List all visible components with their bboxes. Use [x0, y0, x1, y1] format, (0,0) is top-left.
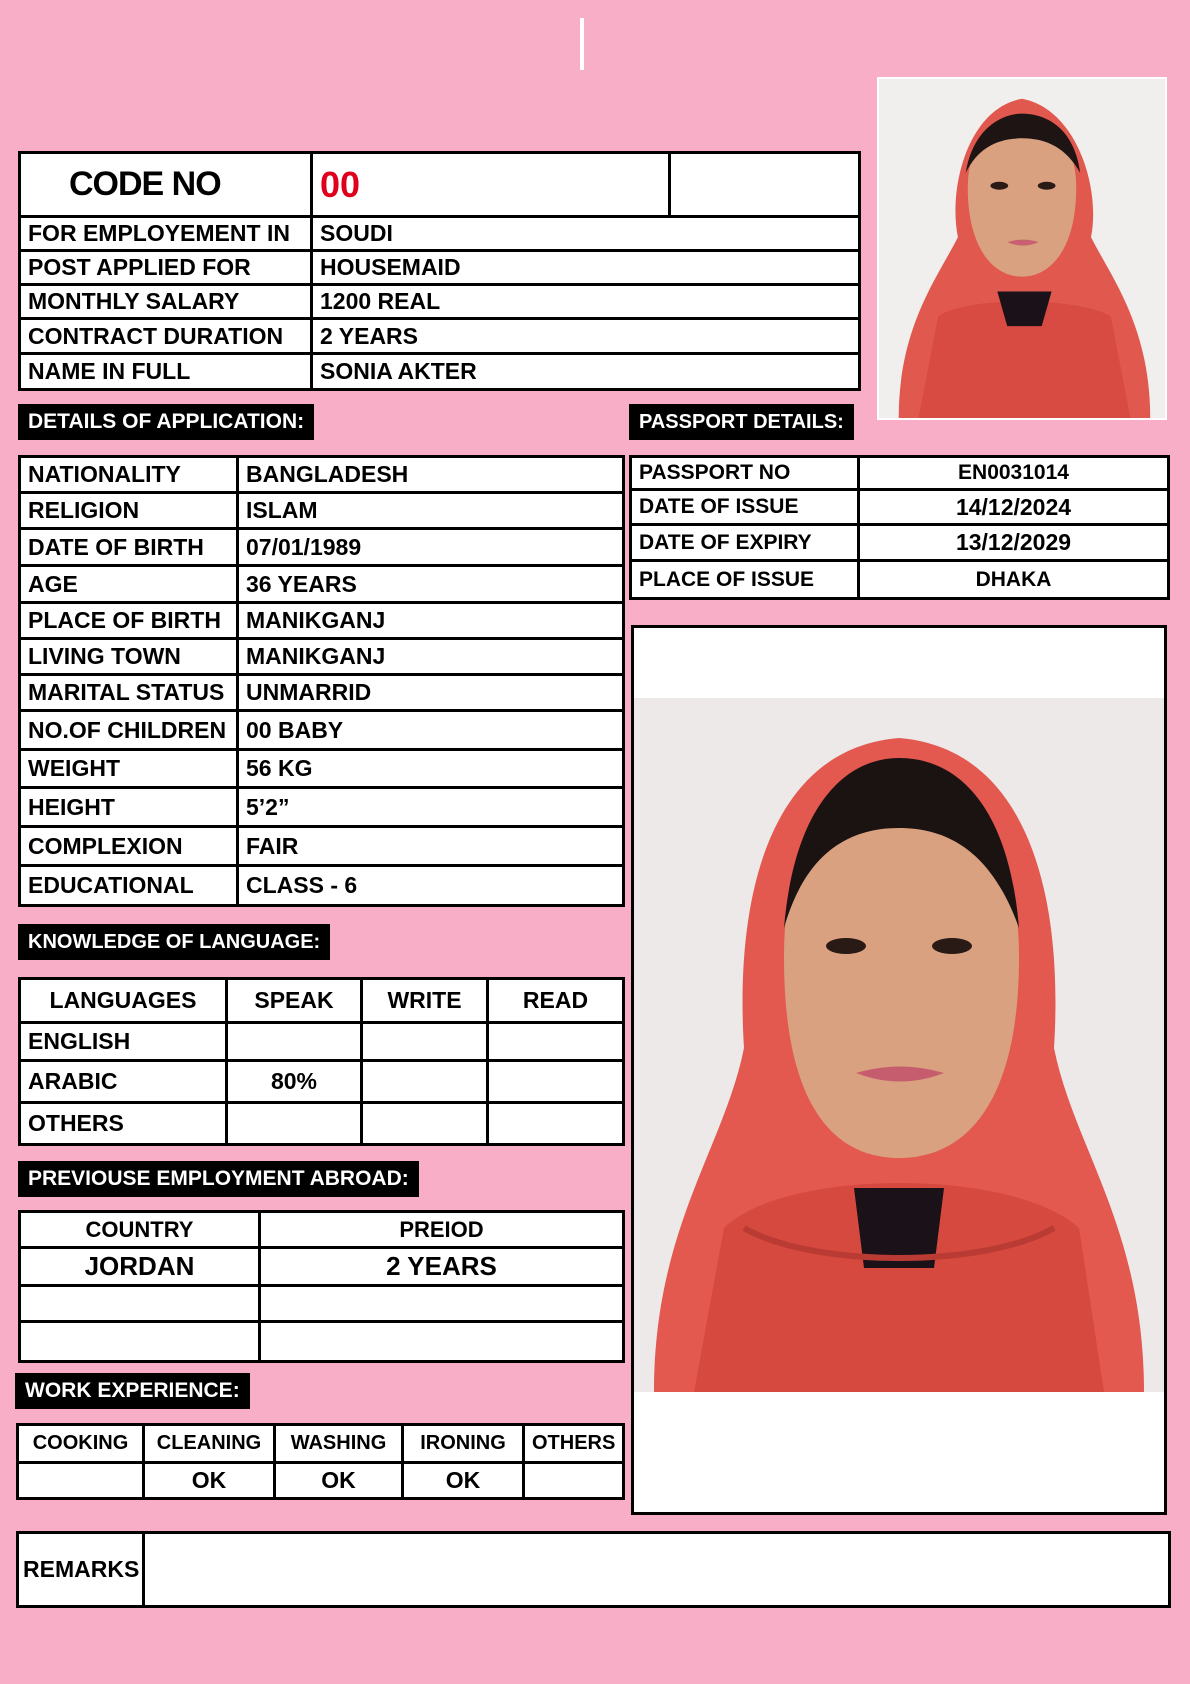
app-label: MARITAL STATUS — [20, 675, 238, 711]
language-write — [362, 1023, 488, 1061]
header-value: 1200 REAL — [312, 285, 860, 319]
employment-header: COUNTRY — [20, 1212, 260, 1248]
app-value: FAIR — [238, 827, 624, 866]
language-write — [362, 1103, 488, 1145]
app-value: MANIKGANJ — [238, 639, 624, 675]
header-value: HOUSEMAID — [312, 251, 860, 285]
app-label: WEIGHT — [20, 750, 238, 788]
passport-label: PLACE OF ISSUE — [631, 561, 859, 599]
work-header: WASHING — [275, 1425, 403, 1463]
language-header: LANGUAGES — [20, 979, 227, 1023]
header-label: FOR EMPLOYEMENT IN — [20, 217, 312, 251]
language-section-title: KNOWLEDGE OF LANGUAGE: — [18, 924, 330, 960]
passport-value: 14/12/2024 — [859, 490, 1169, 525]
portrait-image — [634, 628, 1164, 1512]
app-label: COMPLEXION — [20, 827, 238, 866]
work-header: IRONING — [403, 1425, 524, 1463]
applicant-photo-large — [631, 625, 1167, 1515]
app-value: BANGLADESH — [238, 457, 624, 493]
app-value: 36 YEARS — [238, 566, 624, 603]
work-header: COOKING — [18, 1425, 144, 1463]
header-value: SONIA AKTER — [312, 354, 860, 390]
remarks-label: REMARKS — [18, 1533, 144, 1607]
work-table — [16, 1423, 625, 1500]
app-label: PLACE OF BIRTH — [20, 603, 238, 639]
work-header: CLEANING — [144, 1425, 275, 1463]
work-value: OK — [144, 1463, 275, 1499]
language-name: ENGLISH — [20, 1023, 227, 1061]
language-read — [488, 1103, 624, 1145]
app-value: ISLAM — [238, 493, 624, 529]
code-label: CODE NO — [20, 153, 312, 217]
language-speak — [227, 1103, 362, 1145]
app-label: LIVING TOWN — [20, 639, 238, 675]
passport-value: DHAKA — [859, 561, 1169, 599]
employment-table — [18, 1210, 625, 1363]
app-value: 56 KG — [238, 750, 624, 788]
app-label: DATE OF BIRTH — [20, 529, 238, 566]
language-header: SPEAK — [227, 979, 362, 1023]
employment-country — [20, 1286, 260, 1322]
app-value: 07/01/1989 — [238, 529, 624, 566]
app-label: RELIGION — [20, 493, 238, 529]
app-label: HEIGHT — [20, 788, 238, 827]
header-label: NAME IN FULL — [20, 354, 312, 390]
language-header: WRITE — [362, 979, 488, 1023]
app-value: 00 BABY — [238, 711, 624, 750]
work-section-title: WORK EXPERIENCE: — [15, 1373, 250, 1409]
code-value: 00 — [312, 153, 670, 217]
work-value — [18, 1463, 144, 1499]
applicant-photo-small — [877, 77, 1167, 420]
passport-table — [629, 455, 1170, 600]
employment-period: 2 YEARS — [260, 1248, 624, 1286]
app-value: CLASS - 6 — [238, 866, 624, 906]
app-label: AGE — [20, 566, 238, 603]
remarks-value — [144, 1533, 1170, 1607]
language-name: OTHERS — [20, 1103, 227, 1145]
employment-period — [260, 1286, 624, 1322]
app-label: NATIONALITY — [20, 457, 238, 493]
language-write — [362, 1061, 488, 1103]
employment-section-title: PREVIOUSE EMPLOYMENT ABROAD: — [18, 1161, 419, 1197]
language-speak: 80% — [227, 1061, 362, 1103]
application-table — [18, 455, 625, 907]
application-section-title: DETAILS OF APPLICATION: — [18, 404, 314, 440]
header-label: CONTRACT DURATION — [20, 319, 312, 354]
passport-label: DATE OF ISSUE — [631, 490, 859, 525]
employment-country — [20, 1322, 260, 1362]
employment-header: PREIOD — [260, 1212, 624, 1248]
language-table — [18, 977, 625, 1146]
passport-label: PASSPORT NO — [631, 457, 859, 490]
employment-country: JORDAN — [20, 1248, 260, 1286]
passport-value: EN0031014 — [859, 457, 1169, 490]
code-extra-cell — [670, 153, 860, 217]
language-header: READ — [488, 979, 624, 1023]
work-value: OK — [275, 1463, 403, 1499]
work-value: OK — [403, 1463, 524, 1499]
app-value: UNMARRID — [238, 675, 624, 711]
app-label: EDUCATIONAL — [20, 866, 238, 906]
header-label: POST APPLIED FOR — [20, 251, 312, 285]
passport-value: 13/12/2029 — [859, 525, 1169, 561]
scan-mark — [580, 18, 584, 70]
header-value: 2 YEARS — [312, 319, 860, 354]
passport-section-title: PASSPORT DETAILS: — [629, 404, 854, 440]
portrait-image — [879, 79, 1165, 418]
employment-period — [260, 1322, 624, 1362]
language-speak — [227, 1023, 362, 1061]
work-header: OTHERS — [524, 1425, 624, 1463]
work-value — [524, 1463, 624, 1499]
remarks-table — [16, 1531, 1171, 1608]
passport-label: DATE OF EXPIRY — [631, 525, 859, 561]
language-name: ARABIC — [20, 1061, 227, 1103]
header-table — [18, 151, 861, 391]
language-read — [488, 1023, 624, 1061]
header-label: MONTHLY SALARY — [20, 285, 312, 319]
app-label: NO.OF CHILDREN — [20, 711, 238, 750]
app-value: 5’2” — [238, 788, 624, 827]
app-value: MANIKGANJ — [238, 603, 624, 639]
language-read — [488, 1061, 624, 1103]
header-value: SOUDI — [312, 217, 860, 251]
